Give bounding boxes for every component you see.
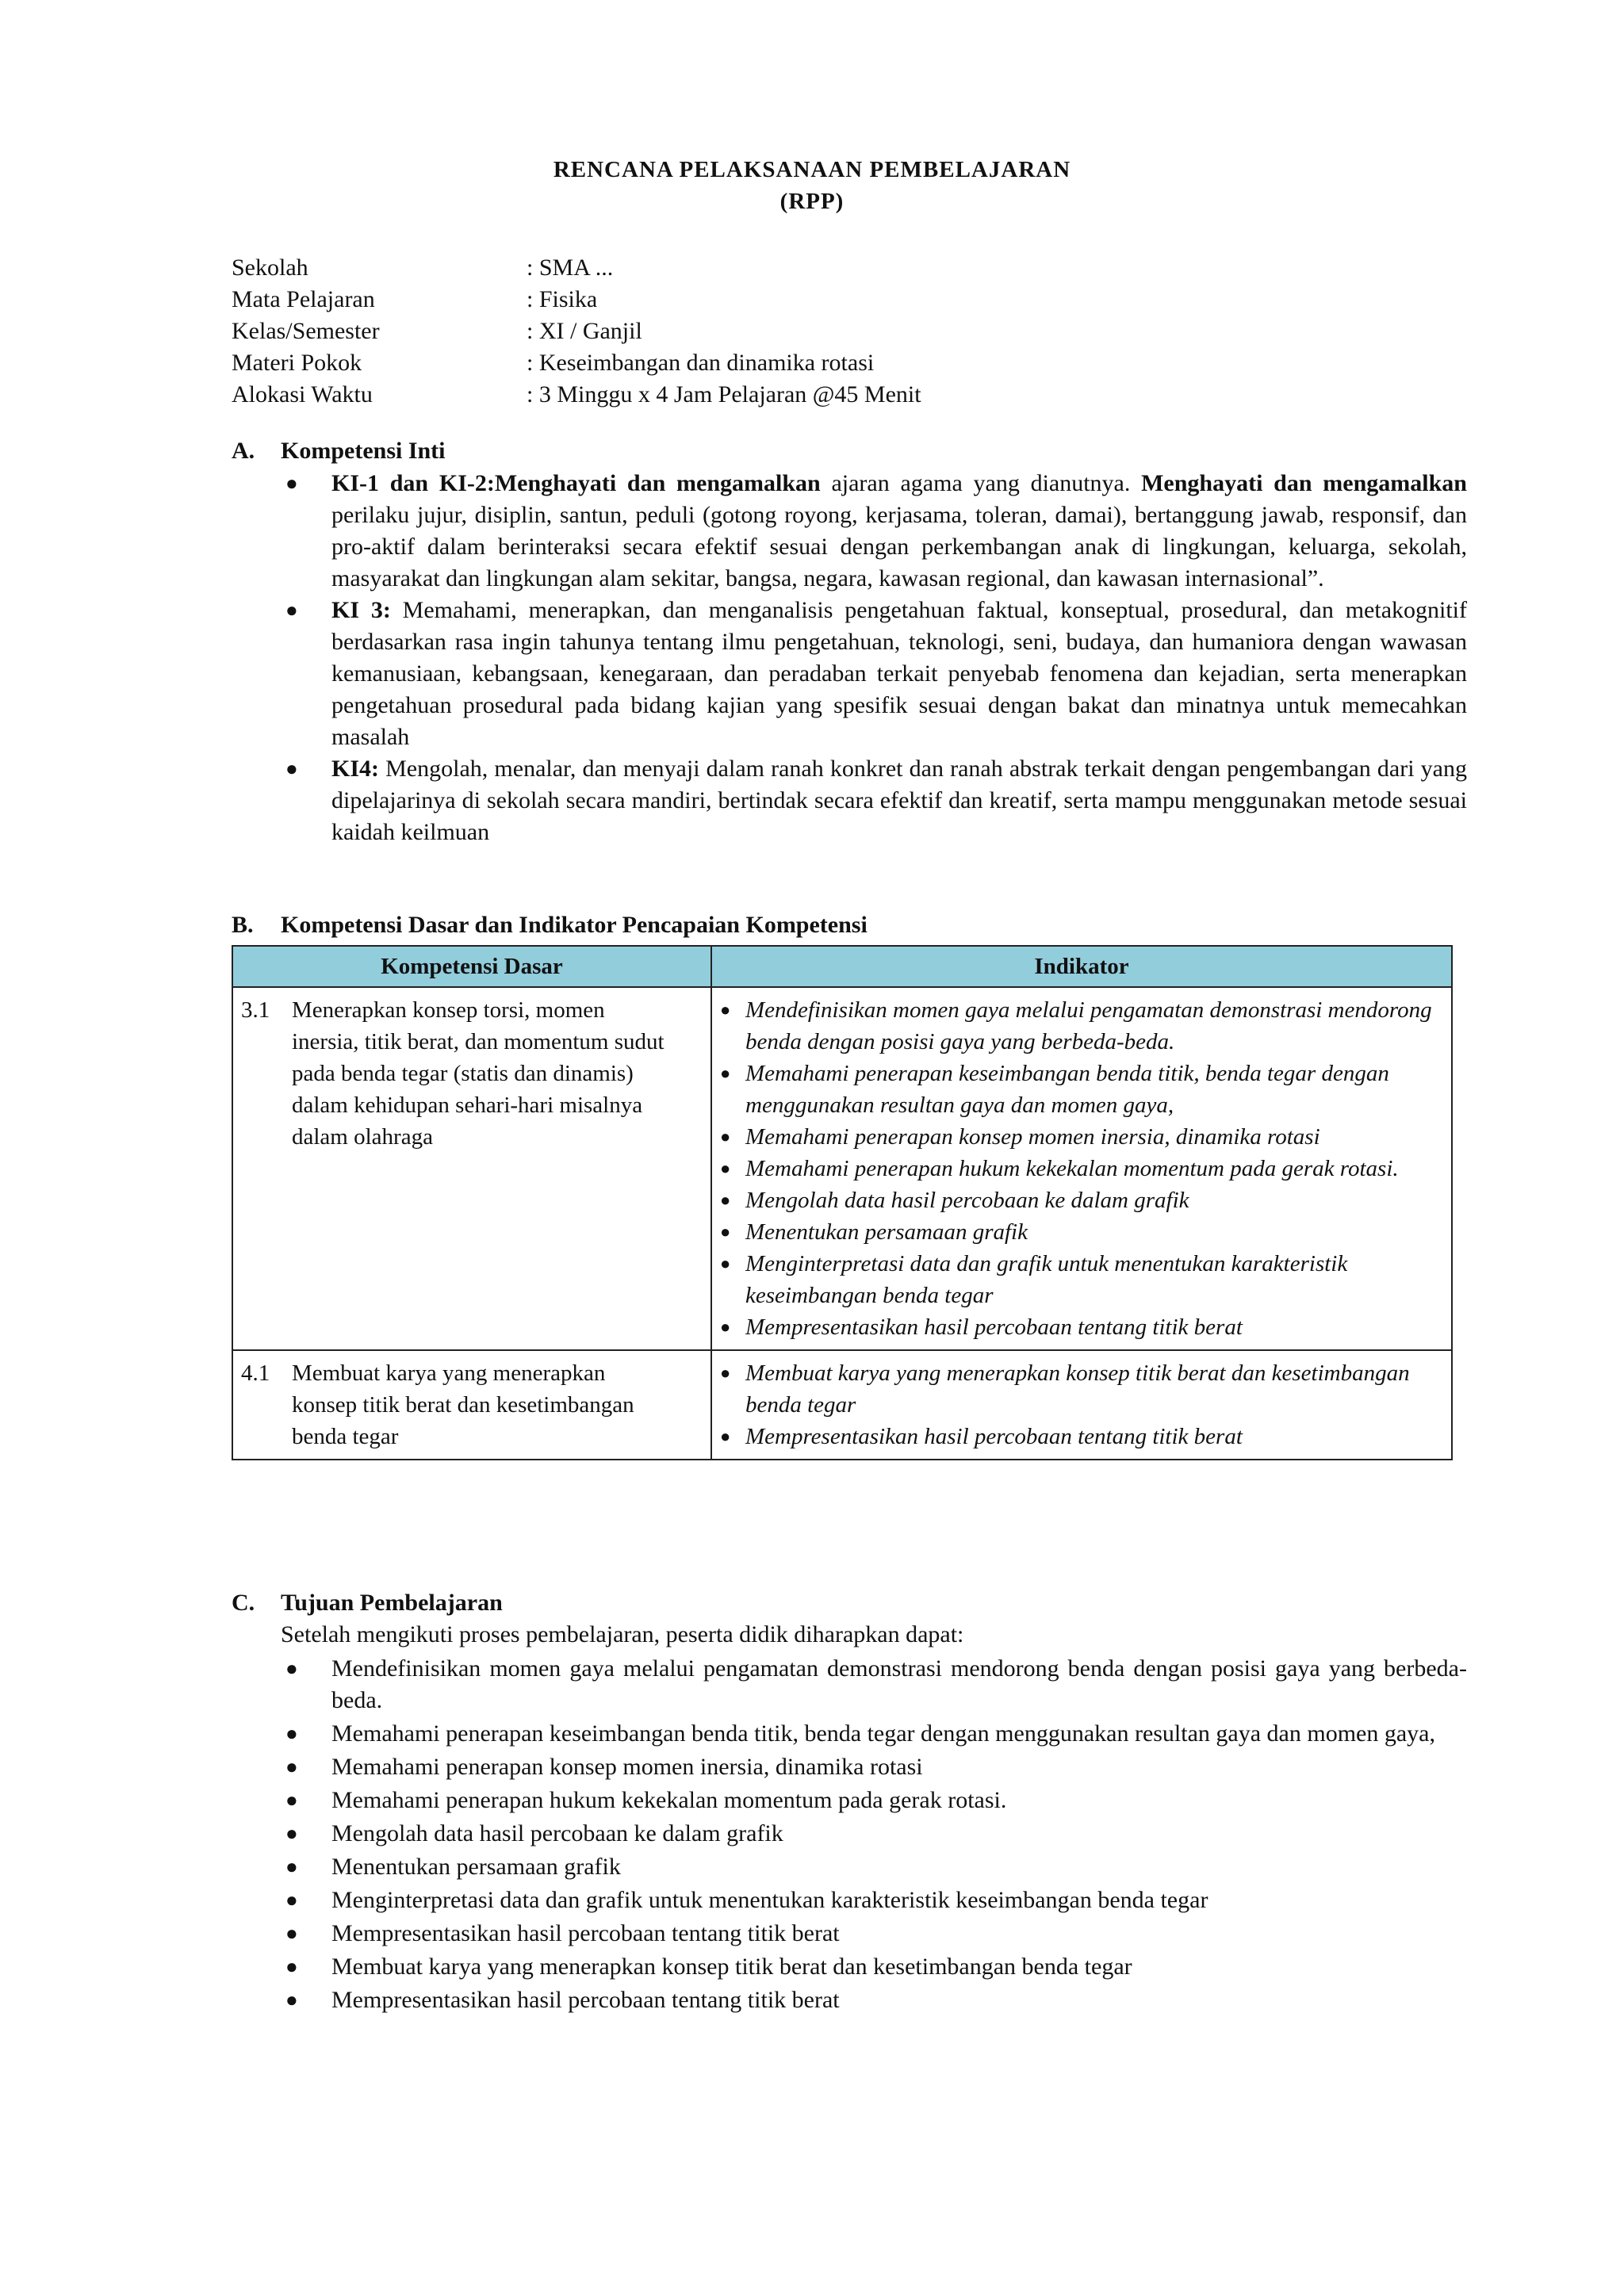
list-item	[285, 1718, 1467, 1750]
indicator-text: Mempresentasikan hasil percobaan tentang titik berat	[745, 1424, 1243, 1449]
indicator-text: Menginterpretasi data dan grafik untuk menentukan karakteristik keseimbangan benda tegar	[745, 1251, 1348, 1308]
indicator-text: Membuat karya yang menerapkan konsep titik berat dan kesetimbangan benda tegar	[745, 1360, 1410, 1418]
indicator-item	[720, 1121, 1443, 1153]
list-item-text: Mengolah data hasil percobaan ke dalam grafik	[331, 1820, 783, 1846]
indicator-item	[720, 1421, 1443, 1452]
list-item	[285, 468, 1467, 595]
bullet-icon: ●	[720, 1222, 731, 1242]
section-c-heading	[232, 1590, 503, 1617]
identity-value: : 3 Minggu x 4 Jam Pelajaran @45 Menit	[527, 381, 921, 408]
bullet-icon: ●	[720, 1000, 731, 1020]
list-item	[285, 1918, 1467, 1950]
section-letter: A.	[232, 438, 255, 464]
indicator-item	[720, 1216, 1443, 1248]
table-row	[232, 987, 1452, 1350]
bullet-icon: ●	[285, 1722, 298, 1745]
identity-block	[232, 252, 921, 411]
list-item	[285, 1751, 1467, 1783]
list-item-text: Menentukan persamaan grafik	[331, 1854, 621, 1880]
identity-row	[232, 379, 921, 411]
bold-text: KI4:	[331, 756, 379, 782]
bullet-icon: ●	[720, 1127, 731, 1146]
competence-table	[232, 945, 1453, 1460]
bullet-icon: ●	[720, 1063, 731, 1083]
bullet-icon: ●	[720, 1190, 731, 1210]
identity-value: : XI / Ganjil	[527, 318, 642, 344]
document-subtitle: (RPP)	[779, 189, 845, 214]
bold-text: KI 3:	[331, 597, 391, 623]
indicator-text: Memahami penerapan konsep momen inersia, dinamika rotasi	[745, 1124, 1320, 1150]
bold-text: Menghayati dan mengamalkan	[1141, 470, 1467, 496]
indicator-item	[720, 1184, 1443, 1216]
bullet-icon: ●	[285, 1922, 298, 1945]
list-item	[285, 753, 1467, 848]
identity-label: Kelas/Semester	[232, 318, 380, 344]
identity-value: : Keseimbangan dan dinamika rotasi	[527, 350, 875, 376]
identity-label: Materi Pokok	[232, 350, 362, 376]
indicator-text: Mempresentasikan hasil percobaan tentang titik berat	[745, 1314, 1243, 1340]
list-item-text: Mempresentasikan hasil percobaan tentang titik berat	[331, 1920, 840, 1946]
bold-text: KI-1 dan KI-2:Menghayati dan mengamalkan	[331, 470, 821, 496]
kd-text: Menerapkan konsep torsi, momen inersia, titik berat, dan momentum sudut pada benda tegar (statis dan dinamis) dalam kehidupan sehari-hari misalnya dalam olahraga	[292, 997, 665, 1150]
bullet-icon: ●	[285, 757, 298, 780]
bullet-icon: ●	[285, 1755, 298, 1778]
indicator-item	[720, 1311, 1443, 1343]
list-item	[285, 1818, 1467, 1850]
table-row	[232, 1350, 1452, 1460]
list-item	[285, 1984, 1467, 2016]
list-item	[285, 1951, 1467, 1983]
list-item-text: Mendefinisikan momen gaya melalui pengamatan demonstrasi mendorong benda dengan posisi gaya yang berbeda-beda.	[331, 1655, 1467, 1713]
bullet-icon: ●	[720, 1426, 731, 1446]
plain-text: perilaku jujur, disiplin, santun, peduli (gotong royong, kerjasama, toleran, damai), bertanggung jawab, responsif, dan pro-aktif dalam berinteraksi secara efektif sesuai dengan perkembangan anak di lingkungan, keluarga, sekolah, masyarakat dan lingkungan alam sekitar, bangsa, negara, kawasan regional, dan kawasan internasional”.	[331, 502, 1467, 591]
indicator-item	[720, 1153, 1443, 1184]
bullet-icon: ●	[285, 1789, 298, 1812]
bullet-icon: ●	[285, 599, 298, 622]
list-item-text: Membuat karya yang menerapkan konsep titik berat dan kesetimbangan benda tegar	[331, 1954, 1132, 1980]
list-item-text	[331, 595, 1467, 753]
core-competence-list	[285, 468, 1467, 848]
bullet-icon: ●	[285, 1955, 298, 1978]
indicator-text: Mendefinisikan momen gaya melalui pengamatan demonstrasi mendorong benda dengan posisi gaya yang berbeda-beda.	[745, 997, 1432, 1054]
bullet-icon: ●	[285, 472, 298, 495]
kd-number: 4.1	[241, 1360, 270, 1386]
section-letter: B.	[232, 912, 254, 938]
bullet-icon: ●	[720, 1317, 731, 1337]
section-b-heading	[232, 912, 868, 939]
bullet-icon: ●	[285, 1988, 298, 2011]
identity-value: : SMA ...	[527, 254, 614, 281]
indicator-item	[720, 994, 1443, 1058]
identity-row	[232, 316, 921, 347]
column-header-kd: Kompetensi Dasar	[232, 946, 711, 987]
section-letter: C.	[232, 1590, 255, 1616]
document-title: RENCANA PELAKSANAAN PEMBELAJARAN	[553, 157, 1071, 182]
list-item-text: Memahami penerapan keseimbangan benda titik, benda tegar dengan menggunakan resultan gaya dan momen gaya,	[331, 1720, 1435, 1747]
section-title: Kompetensi Inti	[281, 438, 446, 464]
indicator-item	[720, 1058, 1443, 1121]
list-item-text: Memahami penerapan hukum kekekalan momentum pada gerak rotasi.	[331, 1787, 1007, 1813]
identity-row	[232, 252, 921, 284]
section-a-heading	[232, 438, 446, 465]
table-header-row	[232, 946, 1452, 987]
indicator-item	[720, 1248, 1443, 1311]
list-item	[285, 1785, 1467, 1816]
kd-cell	[232, 1350, 711, 1460]
list-item-text: Memahami penerapan konsep momen inersia, dinamika rotasi	[331, 1754, 923, 1780]
kd-number: 3.1	[241, 997, 270, 1023]
objectives-intro: Setelah mengikuti proses pembelajaran, peserta didik diharapkan dapat:	[281, 1621, 964, 1647]
indicator-text: Menentukan persamaan grafik	[745, 1219, 1028, 1245]
list-item	[285, 1885, 1467, 1916]
bullet-icon: ●	[285, 1657, 298, 1680]
bullet-icon: ●	[720, 1363, 731, 1383]
bullet-icon: ●	[285, 1855, 298, 1878]
column-header-indicator: Indikator	[711, 946, 1452, 987]
bullet-icon: ●	[720, 1158, 731, 1178]
plain-text: ajaran agama yang dianutnya.	[820, 470, 1142, 496]
indicator-text: Memahami penerapan hukum kekekalan momentum pada gerak rotasi.	[745, 1156, 1399, 1181]
list-item	[285, 1851, 1467, 1883]
indicator-text: Mengolah data hasil percobaan ke dalam grafik	[745, 1188, 1189, 1213]
objectives-list	[285, 1653, 1467, 2018]
list-item	[285, 595, 1467, 753]
indicator-item	[720, 1357, 1443, 1421]
kd-text: Membuat karya yang menerapkan konsep titik berat dan kesetimbangan benda tegar	[292, 1360, 634, 1449]
list-item-text: Menginterpretasi data dan grafik untuk menentukan karakteristik keseimbangan benda tegar	[331, 1887, 1208, 1913]
list-item-text: Mempresentasikan hasil percobaan tentang titik berat	[331, 1987, 840, 2013]
kd-cell	[232, 987, 711, 1350]
indicator-text: Memahami penerapan keseimbangan benda titik, benda tegar dengan menggunakan resultan gaya dan momen gaya,	[745, 1061, 1389, 1118]
identity-label: Sekolah	[232, 254, 308, 281]
section-title: Tujuan Pembelajaran	[281, 1590, 503, 1616]
list-item	[285, 1653, 1467, 1716]
identity-label: Mata Pelajaran	[232, 286, 375, 312]
identity-row	[232, 347, 921, 379]
bullet-icon: ●	[285, 1822, 298, 1845]
indicator-cell	[711, 987, 1452, 1350]
list-item-text	[331, 468, 1467, 595]
bullet-icon: ●	[285, 1888, 298, 1911]
plain-text: Memahami, menerapkan, dan menganalisis pengetahuan faktual, konseptual, prosedural, dan metakognitif berdasarkan rasa ingin tahunya tentang ilmu pengetahuan, teknologi, seni, budaya, dan humaniora dengan wawasan kemanusiaan, kebangsaan, kenegaraan, dan peradaban terkait penyebab fenomena dan kejadian, serta menerapkan pengetahuan prosedural pada bidang kajian yang spesifik sesuai dengan bakat dan minatnya untuk memecahkan masalah	[331, 597, 1467, 750]
identity-value: : Fisika	[527, 286, 598, 312]
plain-text: Mengolah, menalar, dan menyaji dalam ranah konkret dan ranah abstrak terkait dengan pengembangan dari yang dipelajarinya di sekolah secara mandiri, bertindak secara efektif dan kreatif, serta mampu menggunakan metode sesuai kaidah keilmuan	[331, 756, 1467, 845]
indicator-cell	[711, 1350, 1452, 1460]
section-title: Kompetensi Dasar dan Indikator Pencapaian Kompetensi	[281, 912, 868, 938]
identity-label: Alokasi Waktu	[232, 381, 373, 408]
list-item-text	[331, 753, 1467, 848]
identity-row	[232, 284, 921, 316]
bullet-icon: ●	[720, 1253, 731, 1273]
